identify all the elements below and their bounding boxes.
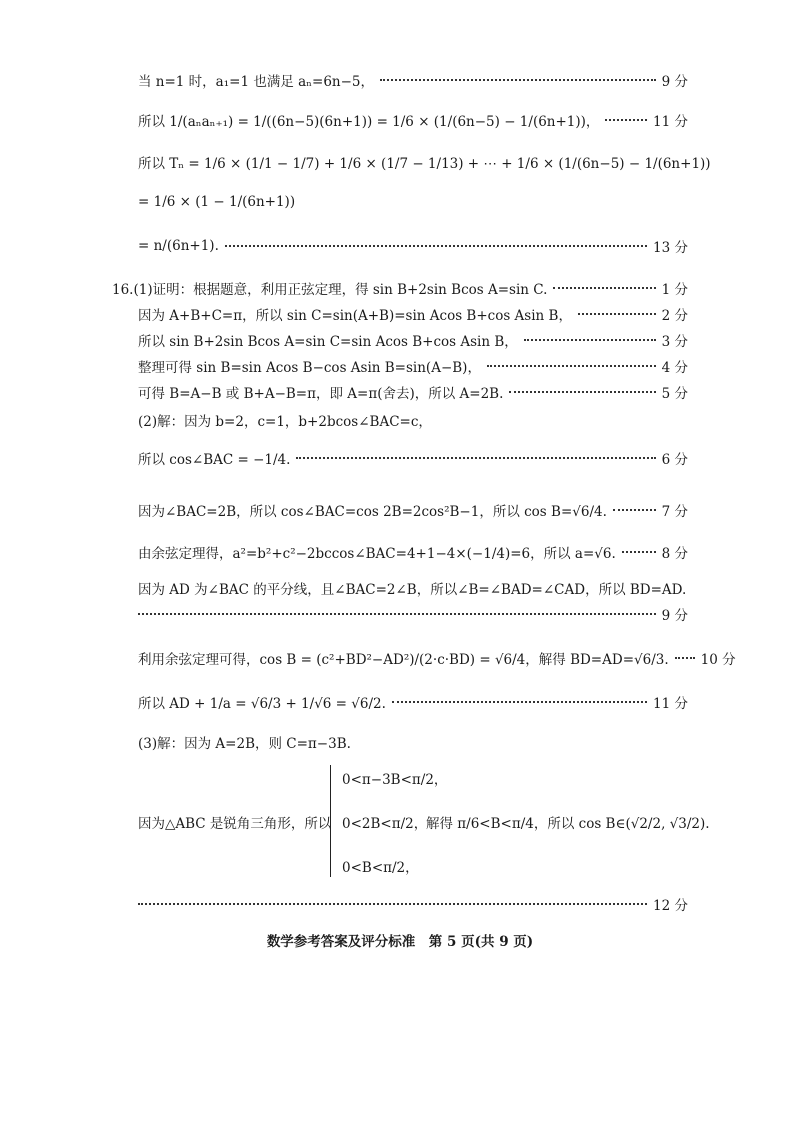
q16-part1-line-1: 16.(1)证明：根据题意，利用正弦定理，得 sin B+2sin Bcos A=sin C. 1 分 bbox=[112, 278, 688, 298]
score: 13 分 bbox=[653, 240, 688, 256]
q16-part2-line-5: 因为 AD 为∠BAC 的平分线，且∠BAC=2∠B，所以∠B=∠BAD=∠CAD，所以 BD=AD. bbox=[138, 582, 687, 598]
system-row-3: 0<B<π/2， bbox=[342, 860, 419, 876]
q16-part1-line-2: 因为 A+B+C=π，所以 sin C=sin(A+B)=sin Acos B+cos Asin B， 2 分 bbox=[138, 304, 688, 324]
q16-part2-line-1: (2)解：因为 b=2，c=1，b+2bcos∠BAC=c， bbox=[138, 414, 432, 430]
score: 11 分 bbox=[653, 696, 688, 712]
system-row-2: 0<2B<π/2， bbox=[342, 816, 428, 832]
score: 3 分 bbox=[661, 334, 688, 350]
answer-line-3: 所以 Tₙ = 1/6 × (1/1 − 1/7) + 1/6 × (1/7 − 1/13) + ⋯ + 1/6 × (1/(6n−5) − 1/(6n+1)) bbox=[138, 156, 711, 172]
q16-part2-line-8: 所以 AD + 1/a = √6/3 + 1/√6 = √6/2. 11 分 bbox=[138, 692, 688, 712]
q16-part2-line-6 bbox=[138, 604, 688, 624]
score: 7 分 bbox=[661, 504, 688, 520]
q16-part1-line-4: 整理可得 sin B=sin Acos B−cos Asin B=sin(A−B)， 4 分 bbox=[138, 356, 688, 376]
answer-line-4: = 1/6 × (1 − 1/(6n+1)) bbox=[138, 194, 296, 210]
q16-part1-line-3: 所以 sin B+2sin Bcos A=sin C=sin Acos B+cos Asin B， 3 分 bbox=[138, 330, 688, 350]
q16-part2-line-4: 由余弦定理得，a²=b²+c²−2bccos∠BAC=4+1−4×(−1/4)=6，所以 a=√6. 8 分 bbox=[138, 542, 688, 562]
q16-part2-line-2: 所以 cos∠BAC = −1/4. 6 分 bbox=[138, 448, 688, 468]
score: 10 分 bbox=[700, 652, 736, 668]
score: 12 分 bbox=[653, 898, 688, 914]
score: 9 分 bbox=[661, 608, 688, 624]
q16-part3-line-1: (3)解：因为 A=2B，则 C=π−3B. bbox=[138, 736, 351, 752]
score: 1 分 bbox=[661, 282, 688, 298]
score: 9 分 bbox=[661, 74, 688, 90]
q16-part2-line-7: 利用余弦定理可得，cos B = (c²+BD²−AD²)/(2·c·BD) = √6/4，解得 BD=AD=√6/3. 10 分 bbox=[138, 648, 688, 668]
score: 6 分 bbox=[661, 452, 688, 468]
system-conclusion: 解得 π/6<B<π/4，所以 cos B∈(√2/2, √3/2). bbox=[426, 816, 710, 832]
score: 8 分 bbox=[661, 546, 688, 562]
score: 5 分 bbox=[661, 386, 688, 402]
score: 11 分 bbox=[653, 114, 688, 130]
score: 2 分 bbox=[661, 308, 688, 324]
final-score-line bbox=[138, 894, 688, 914]
brace bbox=[330, 765, 337, 877]
q16-part1-line-5: 可得 B=A−B 或 B+A−B=π，即 A=π(舍去)，所以 A=2B. 5 分 bbox=[138, 382, 688, 402]
q16-part2-line-3: 因为∠BAC=2B，所以 cos∠BAC=cos 2B=2cos²B−1，所以 cos B=√6/4. 7 分 bbox=[138, 500, 688, 520]
system-row-1: 0<π−3B<π/2， bbox=[342, 772, 448, 788]
answer-line-1: 当 n=1 时，a₁=1 也满足 aₙ=6n−5， 9 分 bbox=[138, 70, 688, 90]
answer-line-5: = n/(6n+1). 13 分 bbox=[138, 238, 688, 256]
page-footer: 数学参考答案及评分标准 第 5 页(共 9 页) bbox=[266, 934, 534, 950]
score: 4 分 bbox=[661, 360, 688, 376]
system-label: 因为△ABC 是锐角三角形，所以 bbox=[138, 816, 332, 832]
answer-line-2: 所以 1/(aₙaₙ₊₁) = 1/((6n−5)(6n+1)) = 1/6 × (1/(6n−5) − 1/(6n+1))， 11 分 bbox=[138, 110, 688, 130]
